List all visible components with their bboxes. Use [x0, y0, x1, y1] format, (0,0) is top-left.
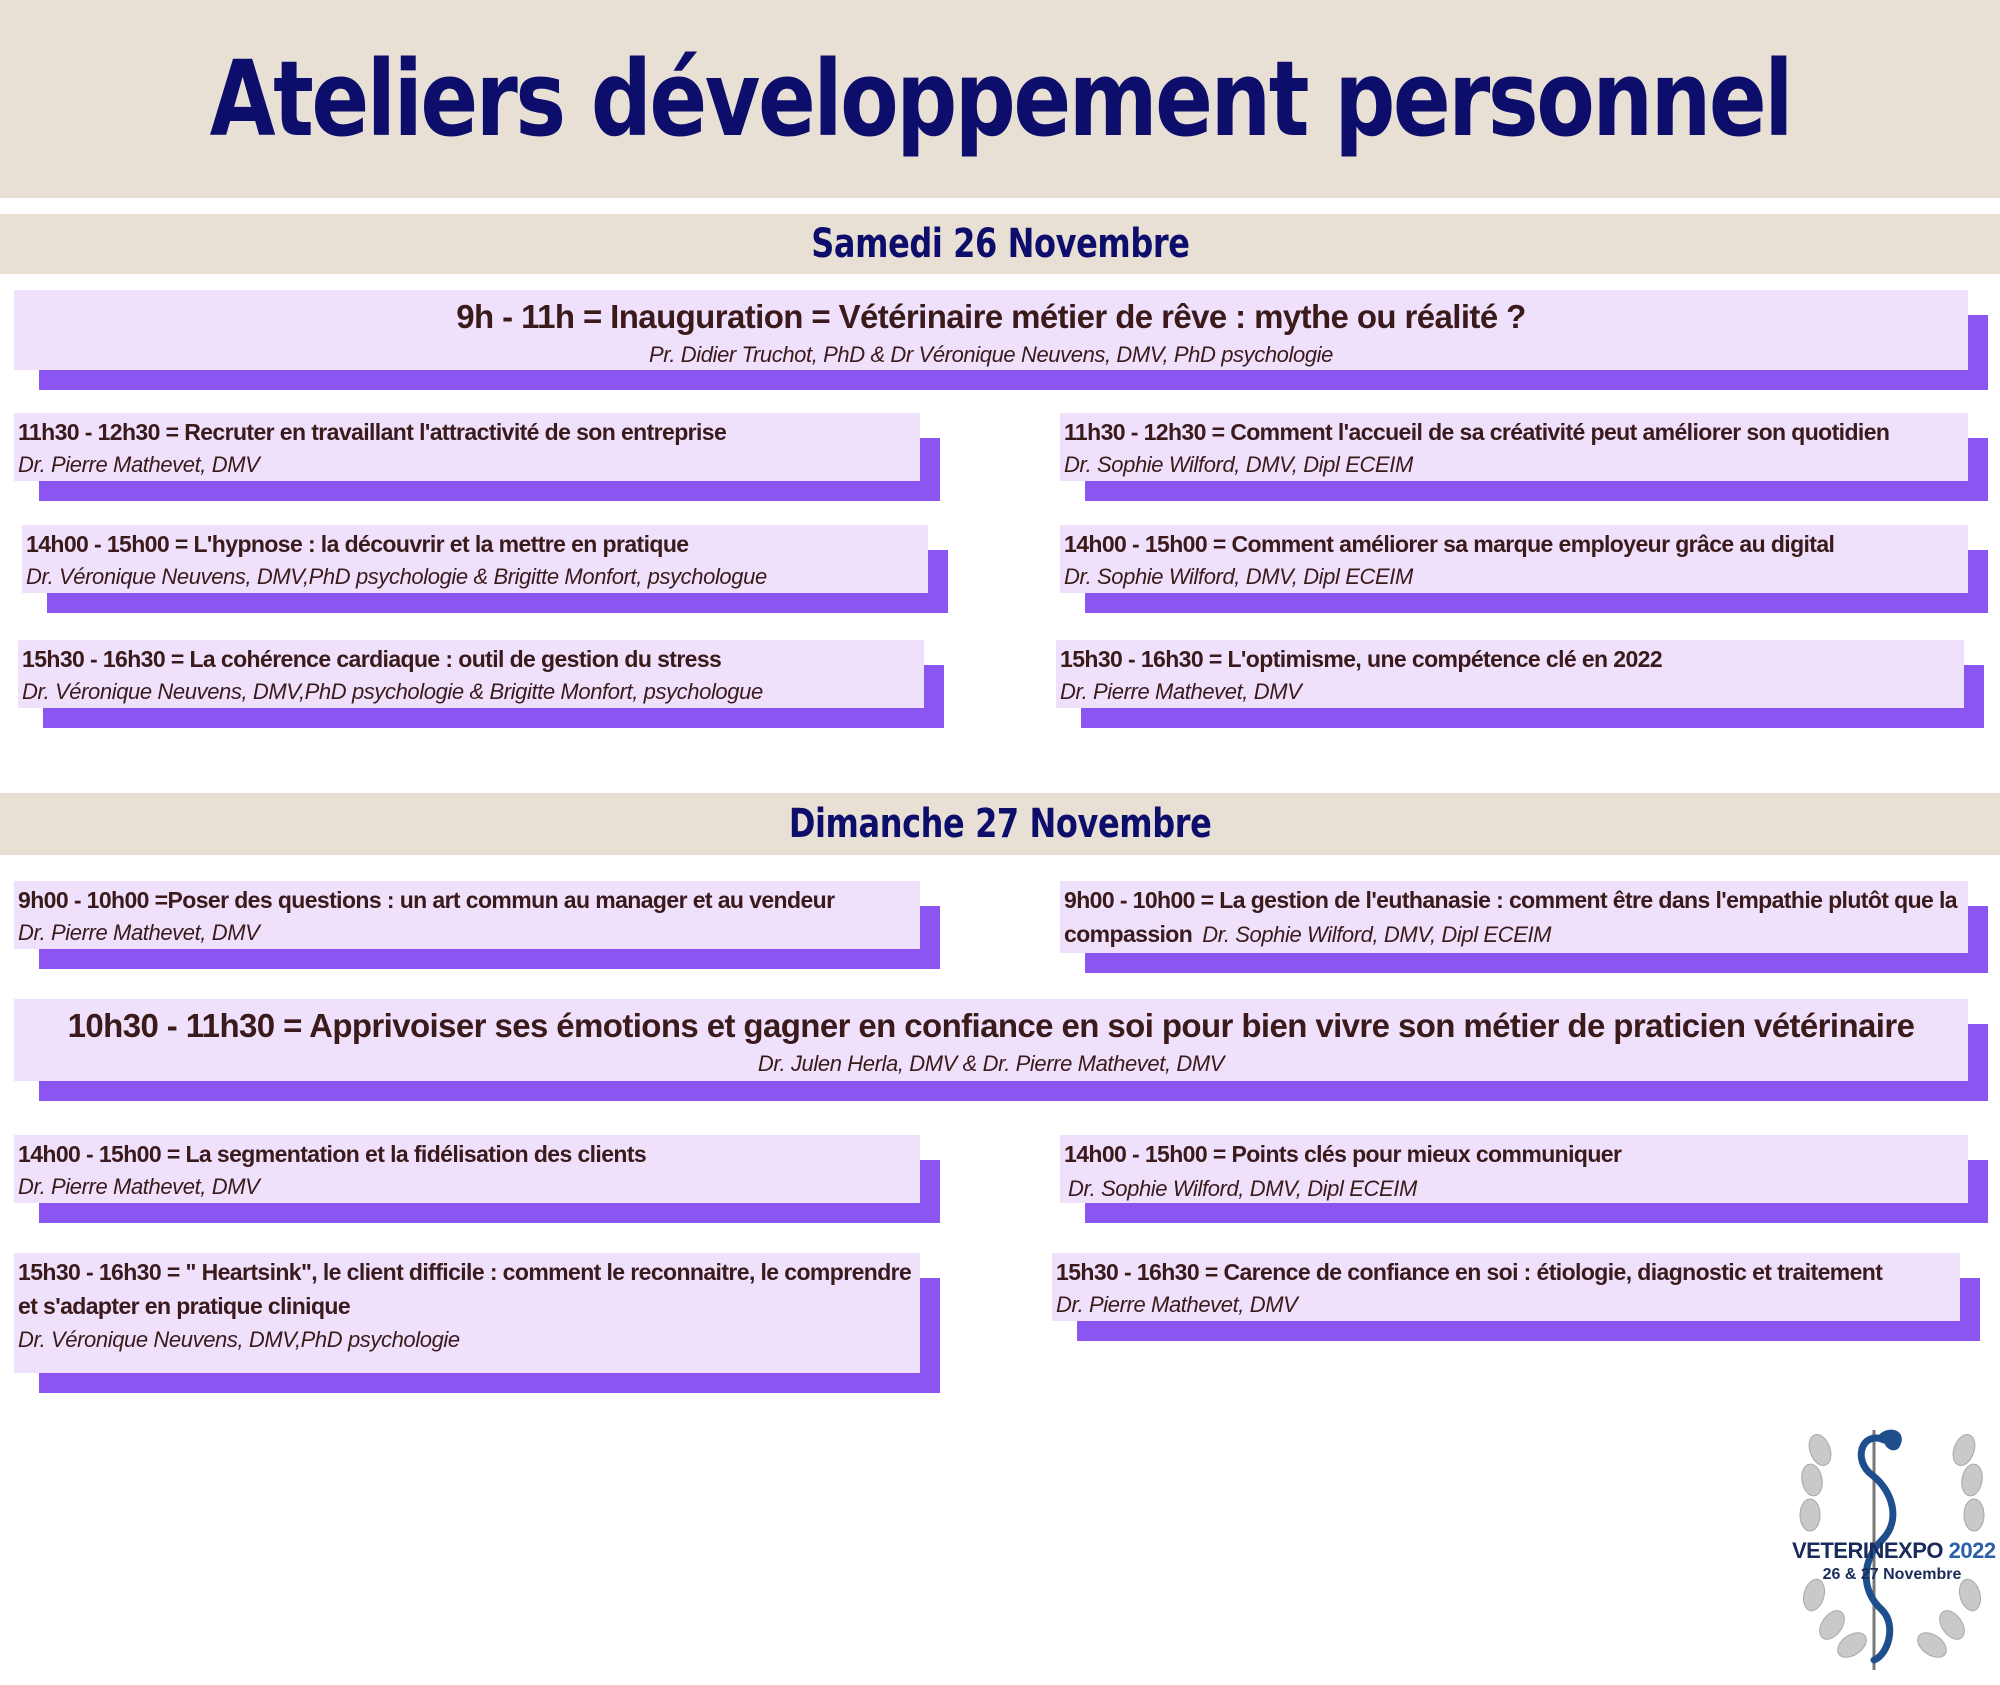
card-body: [1060, 413, 1968, 481]
session-speaker: Pr. Didier Truchot, PhD & Dr Véronique Neuvens, DMV, PhD psychologie: [648, 342, 1334, 367]
card-body: [1056, 640, 1964, 708]
session-speaker: Dr. Pierre Mathevet, DMV: [1060, 679, 1302, 704]
session-title: 15h30 - 16h30 = La cohérence cardiaque : outil de gestion du stress: [22, 646, 722, 672]
card-body: [1060, 1135, 1968, 1203]
session-speaker: Dr. Pierre Mathevet, DMV: [18, 452, 260, 477]
day-header-sunday: [0, 793, 2000, 855]
session-card: [1060, 525, 1968, 593]
session-speaker: Dr. Sophie Wilford, DMV, Dipl ECEIM: [1068, 1176, 1417, 1201]
card-body: [1060, 525, 1968, 593]
session-title: 11h30 - 12h30 = Recruter en travaillant l'attractivité de son entreprise: [18, 419, 727, 445]
logo-name: VETERINEXPO: [1792, 1538, 1943, 1563]
session-speaker: Dr. Véronique Neuvens, DMV,PhD psychologie & Brigitte Monfort, psychologue: [22, 679, 763, 704]
card-body: [14, 1135, 920, 1203]
session-card: [1052, 1253, 1960, 1321]
page-title: Ateliers développement personnel: [209, 38, 1791, 160]
session-card: [1060, 413, 1968, 481]
veterinexpo-logo: [1792, 1420, 1996, 1680]
featured-session-card: [14, 999, 1968, 1081]
card-body: [1060, 881, 1968, 953]
card-body: [18, 640, 924, 708]
session-speaker: Dr. Pierre Mathevet, DMV: [18, 920, 260, 945]
card-body: [1052, 1253, 1960, 1321]
session-speaker: Dr. Pierre Mathevet, DMV: [18, 1174, 260, 1199]
session-card: [14, 413, 920, 481]
day-title: Samedi 26 Novembre: [810, 221, 1190, 267]
session-card: [14, 1253, 920, 1373]
inauguration-card: [14, 290, 1968, 370]
logo-wordmark: [1792, 1538, 1996, 1564]
session-card: [1056, 640, 1964, 708]
session-title: 14h00 - 15h00 = Comment améliorer sa marque employeur grâce au digital: [1064, 531, 1835, 557]
session-title-text: 9h00 - 10h00 = La gestion de l'euthanasie : comment être dans l'empathie plutôt que la compassion: [1064, 887, 1957, 947]
session-speaker: Dr. Pierre Mathevet, DMV: [1056, 1292, 1298, 1317]
logo-year: 2022: [1948, 1538, 1996, 1563]
session-title: 14h00 - 15h00 = Points clés pour mieux communiquer: [1064, 1141, 1622, 1167]
session-card: [1060, 881, 1968, 953]
card-body: [14, 290, 1968, 370]
session-title: 9h00 - 10h00 =Poser des questions : un art commun au manager et au vendeur: [18, 887, 835, 913]
session-card: [1060, 1135, 1968, 1203]
session-speaker: Dr. Sophie Wilford, DMV, Dipl ECEIM: [1064, 452, 1413, 477]
card-body: [22, 525, 928, 593]
session-speaker: Dr. Véronique Neuvens, DMV,PhD psychologie & Brigitte Monfort, psychologue: [26, 564, 767, 589]
title-band: [0, 0, 2000, 198]
session-title: 9h - 11h = Inauguration = Vétérinaire métier de rêve : mythe ou réalité ?: [456, 298, 1526, 335]
session-card: [18, 640, 924, 708]
session-title: 15h30 - 16h30 = Carence de confiance en soi : étiologie, diagnostic et traitement: [1056, 1259, 1883, 1285]
session-title: 11h30 - 12h30 = Comment l'accueil de sa créativité peut améliorer son quotidien: [1064, 419, 1890, 445]
session-title: 10h30 - 11h30 = Apprivoiser ses émotions et gagner en confiance en soi pour bien vivre son métier de praticien vétérinaire: [67, 1007, 1915, 1044]
session-speaker: Dr. Véronique Neuvens, DMV,PhD psychologie: [18, 1327, 460, 1352]
session-card: [22, 525, 928, 593]
card-body: [14, 1253, 920, 1373]
day-title: Dimanche 27 Novembre: [788, 801, 1212, 847]
session-title: 15h30 - 16h30 = L'optimisme, une compétence clé en 2022: [1060, 646, 1663, 672]
session-title: 14h00 - 15h00 = L'hypnose : la découvrir et la mettre en pratique: [26, 531, 689, 557]
session-title: 14h00 - 15h00 = La segmentation et la fidélisation des clients: [18, 1141, 647, 1167]
card-body: [14, 413, 920, 481]
session-title: 15h30 - 16h30 = " Heartsink", le client difficile : comment le reconnaitre, le comprendre et s'adapter en pratique clinique: [18, 1259, 912, 1319]
session-speaker: Dr. Sophie Wilford, DMV, Dipl ECEIM: [1064, 564, 1413, 589]
card-body: [14, 881, 920, 949]
session-speaker: Dr. Julen Herla, DMV & Dr. Pierre Mathevet, DMV: [757, 1051, 1225, 1076]
logo-dates: 26 & 27 Novembre: [1822, 1566, 1962, 1583]
session-title: [1064, 883, 1964, 952]
session-speaker: Dr. Sophie Wilford, DMV, Dipl ECEIM: [1202, 922, 1552, 947]
card-body: [14, 999, 1968, 1081]
day-header-saturday: [0, 214, 2000, 274]
session-card: [14, 881, 920, 949]
session-card: [14, 1135, 920, 1203]
